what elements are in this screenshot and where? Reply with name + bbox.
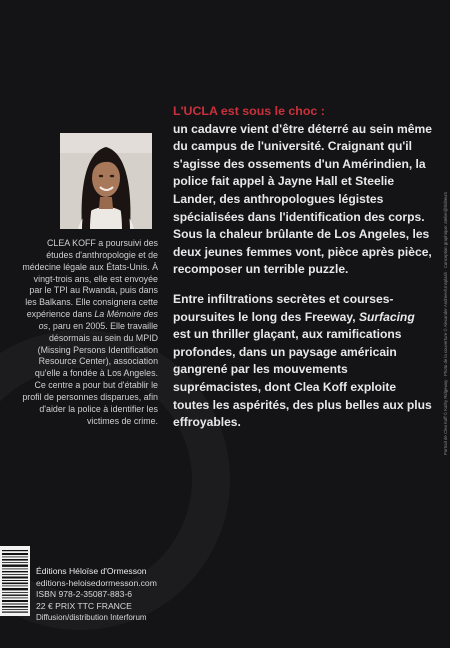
isbn-barcode-icon <box>0 546 30 616</box>
blurb-paragraph-2 <box>173 291 435 432</box>
image-credits-vertical: Portrait de Clea Koff © Kathy Ridgeway · Photo de la couverture © Alexander Andreev/Unsplash · Conception graphique: atelier@Éditeurs <box>443 191 448 455</box>
blurb-paragraph-2-start: Entre infiltrations secrètes et courses-poursuites le long des Freeway, <box>173 291 394 324</box>
paragraph-gap <box>173 279 435 291</box>
bio-text-end: , paru en 2005. Elle travaille désormais au sein du MPID (Missing Persons Identification Resource Center), association qu'elle a fondée à Los Angeles. Ce centre a pour but d'établir le profil de personnes disparues, afin d'aider la police à identifier les victimes de crime. <box>22 320 158 426</box>
barcode-bars <box>0 546 30 616</box>
bio-book-title: La Mémoire des os <box>38 309 158 331</box>
publisher-info <box>36 566 236 624</box>
back-cover-blurb <box>173 103 435 432</box>
book-title-surfacing: Surfacing <box>358 309 415 324</box>
blurb-paragraph-2-end: est un thriller glaçant, aux ramifications profondes, dans un paysage américain gangrené par les mouvements suprémacistes, dont Clea Koff exploite toutes les aspérités, des plus belles aux plus effroyables. <box>173 327 432 430</box>
blurb-paragraph-1 <box>173 103 435 279</box>
isbn-number: ISBN 978-2-35087-883-6 <box>36 589 133 600</box>
author-biography <box>22 238 158 428</box>
author-portrait-photo <box>60 133 152 229</box>
publisher-website: editions-heloisedormesson.com <box>36 577 157 588</box>
blurb-hook: L'UCLA est sous le choc : <box>173 104 325 118</box>
author-portrait-icon <box>60 133 152 229</box>
blurb-paragraph-1-text: un cadavre vient d'être déterré au sein même du campus de l'université. Craignant qu'il s'agisse des ossements d'un Amérindien, la police fait appel à Jayne Hall et Steelie Lander, des anthropologues légistes spécialisées dans l'identification des corps. Sous la chaleur brûlante de Los Angeles, les deux jeunes femmes vont, pièce après pièce, recomposer un terrible puzzle. <box>173 121 432 277</box>
publisher-name: Éditions Héloïse d'Ormesson <box>36 566 147 576</box>
bio-text-start: CLEA KOFF a poursuivi des études d'anthropologie et de médecine légale aux États-Unis. À vingt-trois ans, elle est envoyée par le TPI au Rwanda, puis dans les Balkans. Elle consignera cette expérience dans <box>22 238 158 320</box>
price: 22 € PRIX TTC FRANCE <box>36 600 132 611</box>
distribution: Diffusion/distribution Interforum <box>36 613 147 623</box>
